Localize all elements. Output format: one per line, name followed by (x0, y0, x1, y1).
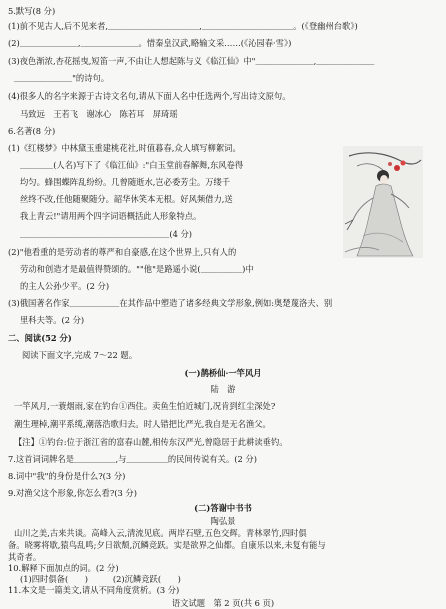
q9: 9.对渔父这个形象,你怎么看?(3 分) (8, 488, 137, 498)
poem-line-2: 潮生理棹,潮平系缆,潮落浩歌归去。时人错把比严光,我自是无名渔父。 (14, 419, 271, 429)
q5-heading: 5.默写(8 分) (8, 6, 56, 16)
illustration-figure (343, 146, 423, 258)
essay-author: 陶弘景 (210, 516, 236, 526)
poem-author: 陆 游 (210, 384, 236, 394)
q5-item-3: (3)夜色渐浓,杏花摇曳,短笛一声,不由让人想起陈与义《临江仙》中"＿＿＿＿＿＿＿,＿＿＿＿＿＿＿ (8, 56, 375, 66)
q5-item-2: (2)＿＿＿＿＿＿＿,＿＿＿＿＿＿＿。惜秦皇汉武,略输文采……(《沁园春·雪》) (8, 38, 292, 48)
poem-title: (一)鹊桥仙·一竿风月 (184, 368, 262, 378)
q6-item-2-cont: 劳动和创造才是最值得赞颂的。""他"是路遥小说(＿＿＿＿＿)中 (20, 264, 254, 274)
q6-item-3: (3)俄国著名作家＿＿＿＿＿＿在其作品中塑造了诸多经典文学形象,例如:奥楚蔑洛夫、别 (8, 298, 333, 308)
q6-poem-line-4: 我上青云!"请用两个四字词语概括此人形象特点。 (20, 211, 202, 221)
q6-poem-line-2: 均匀。蜂围蝶阵乱纷纷。几曾随逝水,岂必委芳尘。万缕千 (20, 177, 231, 187)
essay-title: (二)答谢中书书 (194, 503, 252, 513)
page-footer: 语文试题 第 2 页(共 6 页) (171, 598, 275, 608)
essay-line-3: 其奇者。 (8, 552, 42, 562)
q6-poem-line-3: 丝终不改,任他随聚随分。韶华休笑本无根。好风频借力,送 (20, 194, 233, 204)
q6-answer-line: ＿＿＿＿＿＿＿＿＿＿＿＿＿＿＿＿＿＿(4 分) (20, 229, 193, 239)
q5-item-1: (1)前不见古人,后不见来者,＿＿＿＿＿＿＿＿＿＿＿,＿＿＿＿＿＿＿＿＿＿＿。(《登幽州台歌》) (8, 21, 358, 31)
q11: 11.本文是一篇美文,请从不同角度赏析。(3 分) (8, 585, 180, 595)
q6-item-1: (1)《红楼梦》中林黛玉重建桃花社,时值暮春,众人填写柳絮词。 (8, 143, 241, 153)
q6-heading: 6.名著(8 分) (8, 126, 56, 136)
q8: 8.词中"我"的身份是什么?(3 分) (8, 471, 126, 481)
q5-item-3-cont: ＿＿＿＿＿＿＿"的诗句。 (14, 73, 110, 83)
q6-poem-line-1: ＿＿＿＿(人名)写下了《临江仙》:"白玉堂前春解舞,东风卷得 (20, 160, 244, 170)
q5-item-4: (4)很多人的名字来源于古诗文名句,请从下面人名中任选两个,写出诗文原句。 (8, 91, 291, 101)
q7: 7.这首词词牌名是＿＿＿＿＿,与＿＿＿＿＿的民间传说有关。(2 分) (8, 454, 257, 464)
reading-section-heading: 二、阅读(52 分) (8, 333, 72, 343)
q6-item-3-cont: 里科夫等。(2 分) (20, 315, 85, 325)
reading-instruction: 阅读下面文字,完成 7～22 题。 (22, 350, 138, 360)
q6-item-2: (2)"他看重的是劳动者的尊严和自豪感,在这个世界上,只有人的 (8, 247, 237, 257)
q5-names: 马致远 王若飞 谢冰心 陈若耳 屏琦瑶 (20, 109, 178, 119)
q6-item-2-cont2: 的主人公孙少平。(2 分) (20, 281, 110, 291)
essay-line-1: 山川之美,古来共谈。高峰入云,清流见底。两岸石壁,五色交辉。青林翠竹,四时俱 (14, 528, 307, 538)
woman-figure-icon (343, 146, 423, 258)
essay-line-2: 备。晓雾将歇,猿鸟乱鸣;夕日欲颓,沉鳞竞跃。实是欲界之仙都。自康乐以来,未复有能与 (8, 540, 326, 550)
q10-items: (1)四时俱备( ) (2)沉鳞竞跃( ) (20, 574, 181, 584)
poem-line-1: 一竿风月,一蓑烟雨,家在钓台①西住。卖鱼生怕近城门,况肯到红尘深处? (14, 401, 276, 411)
q10: 10.解释下面加点的词。(2 分) (8, 563, 119, 573)
poem-note: 【注】①钓台:位于浙江省的富春山麓,相传东汉严光,曾隐居于此耕读垂钓。 (14, 437, 288, 447)
